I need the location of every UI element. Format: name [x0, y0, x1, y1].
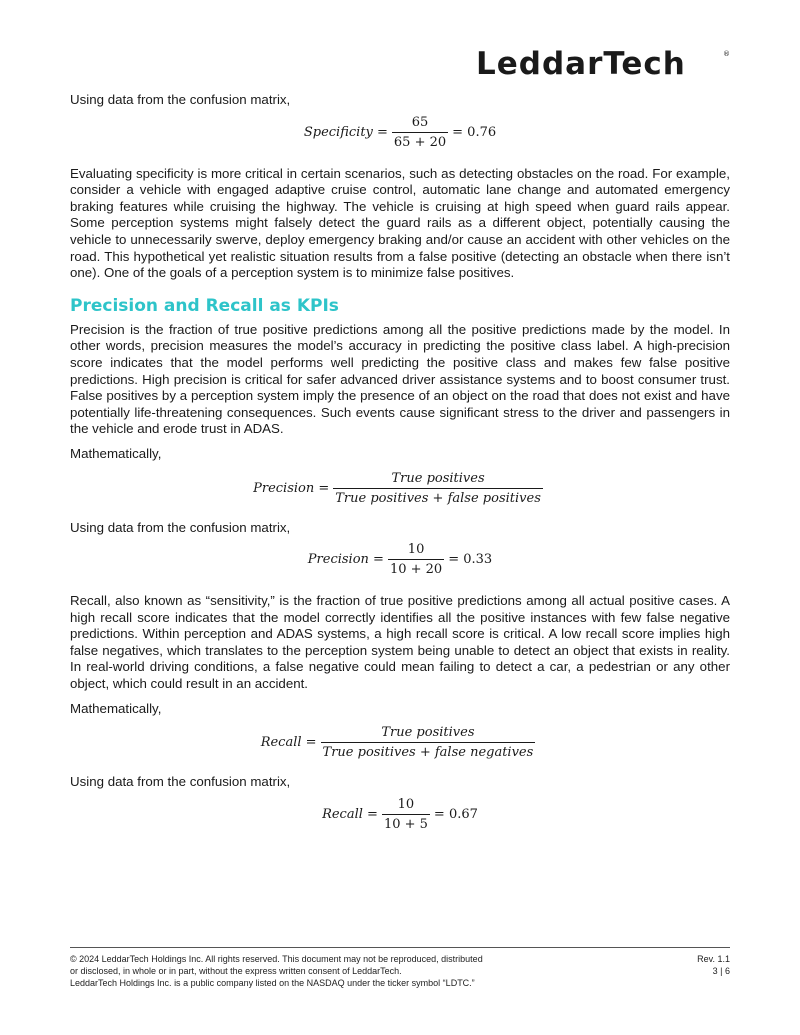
numerator: 10 — [397, 796, 415, 812]
equation-lhs: Specificity = — [303, 124, 388, 140]
paragraph: Evaluating specificity is more critical in certain scenarios, such as detecting obstacles on the road. For example, consider a vehicle with engaged adaptive cruise control, automatic lane change and automated emergency braking features while cruising the highway. The vehicle is cruising at high speed when guard rails appear. Some perception systems might falsely detect the guard rails as a different object, potentially causing the vehicle to unnecessarily swerve, deploy emergency braking and/or cause an accident with other vehicles on the road. This hypothetical yet realistic situation results from a false positive (detecting an obstacle when there isn’t one). One of the goals of a perception system is to minimize false positives. — [70, 165, 730, 281]
document-body — [70, 92, 730, 832]
precision-equation — [70, 542, 730, 577]
precision-formula — [70, 471, 730, 506]
recall-equation — [70, 797, 730, 832]
page-footer — [70, 953, 730, 989]
section-heading: Precision and Recall as KPIs — [70, 295, 339, 316]
numerator: True positives — [381, 725, 475, 741]
denominator: 10 + 20 — [388, 559, 444, 577]
fraction — [382, 797, 430, 832]
equation-lhs: Recall = — [260, 735, 317, 751]
fraction — [321, 725, 536, 760]
paragraph: Recall, also known as “sensitivity,” is the fraction of true positive predictions among all actual positive cases. A high recall score indicates that the model correctly identifies all the positive instances with few false negative predictions. Within perception and ADAS systems, a high recall score is critical. A low recall score implies high false negatives, which translates to the perception system being unable to detect an object that exists in reality. In real-world driving conditions, a false negative could mean failing to detect a car, a pedestrian or any other object, which could result in an accident. — [70, 593, 730, 692]
denominator: 65 + 20 — [392, 132, 448, 150]
copyright-line-1: © 2024 LeddarTech Holdings Inc. All rights reserved. This document may not be reproduced, distributed — [70, 954, 483, 964]
denominator: 10 + 5 — [382, 814, 430, 832]
fraction — [388, 542, 444, 577]
fraction — [392, 115, 448, 150]
paragraph: Precision is the fraction of true positive predictions among all the positive predictions made by the model. In other words, precision measures the model’s accuracy in predicting the positive class label. A high-precision score indicates that the model performs well predicting the positive class and makes few false positive predictions. High precision is critical for safer advanced driver assistance systems and to boost consumer trust. False positives by a perception system imply the presence of an object on the road that does not exist and have potentially life-threatening consequences. Such events cause significant stress to the driver and passengers in the vehicle and erode trust in ADAS. — [70, 321, 730, 437]
logo-wordmark: LeddarTech — [476, 46, 686, 80]
specificity-equation — [70, 115, 730, 150]
equation-result: = 0.67 — [433, 806, 478, 822]
equation-result: = 0.33 — [448, 552, 493, 568]
denominator: True positives + false positives — [333, 488, 543, 506]
fraction — [333, 471, 543, 506]
numerator: 10 — [407, 542, 425, 558]
leddartech-logo — [476, 44, 732, 80]
paragraph: Using data from the confusion matrix, — [70, 92, 291, 107]
registered-mark: ® — [723, 50, 730, 58]
footer-divider — [70, 947, 730, 948]
paragraph: Mathematically, — [70, 445, 162, 461]
equation-lhs: Precision = — [253, 480, 330, 496]
paragraph: Using data from the confusion matrix, — [70, 774, 291, 790]
revision-label: Rev. 1.1 — [697, 954, 730, 964]
denominator: True positives + false negatives — [321, 742, 536, 760]
copyright-line-2: or disclosed, in whole or in part, without the express written consent of LeddarTech. — [70, 966, 402, 976]
numerator: True positives — [391, 470, 485, 486]
numerator: 65 — [411, 114, 429, 130]
recall-formula — [70, 725, 730, 760]
nasdaq-note: LeddarTech Holdings Inc. is a public company listed on the NASDAQ under the ticker symbol “LDTC.” — [70, 978, 475, 988]
equation-lhs: Recall = — [322, 806, 378, 822]
equation-lhs: Precision = — [307, 552, 384, 568]
paragraph: Using data from the confusion matrix, — [70, 519, 291, 535]
paragraph: Mathematically, — [70, 700, 162, 716]
equation-result: = 0.76 — [452, 124, 497, 140]
page-number: 3 | 6 — [712, 966, 730, 976]
